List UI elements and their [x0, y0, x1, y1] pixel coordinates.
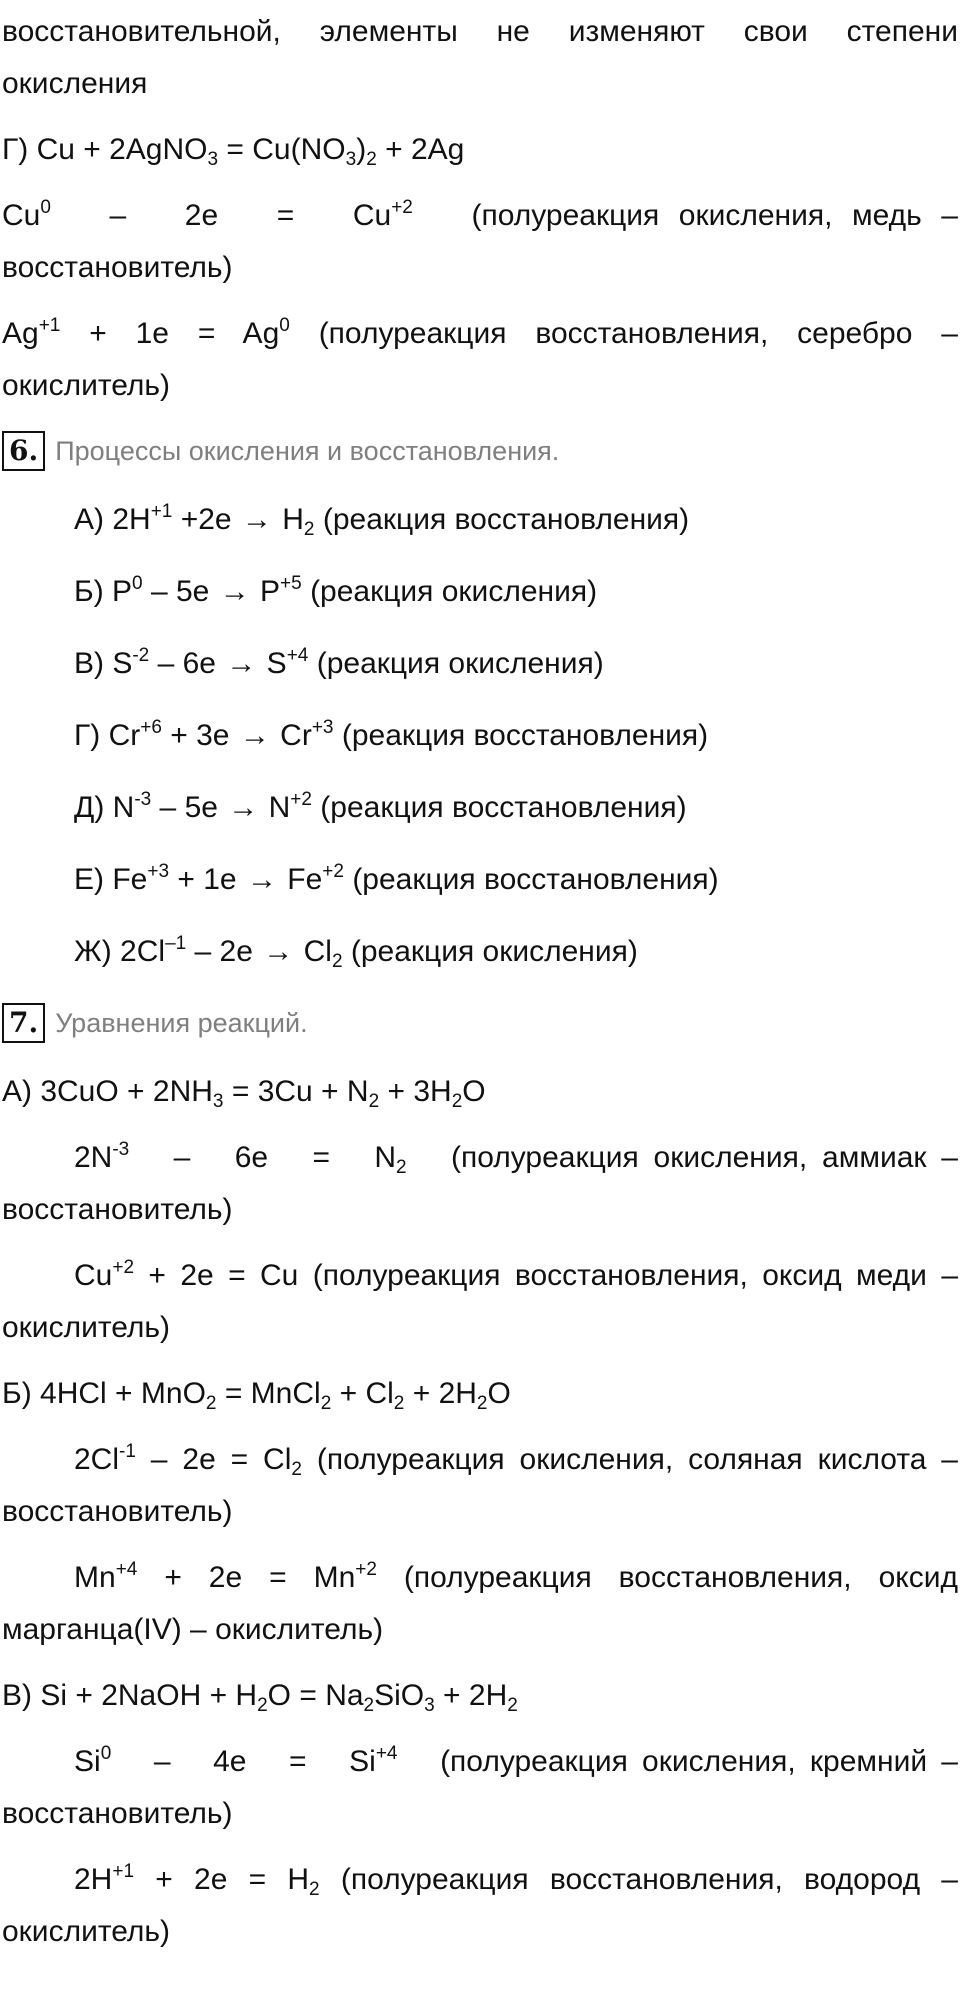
- intro-text: восстановительной, элементы не изменяют свои степени окисления: [2, 15, 958, 100]
- reaction-a-half-oxidation: $2N^{-3} - 6e = N_2$ (полуреакция окисления, аммиак – восстановитель): [2, 1139, 958, 1226]
- reaction-v-half-oxidation: $Si^0 - 4e = Si^{+4}$ (полуреакция окисления, кремний – восстановитель): [2, 1743, 958, 1830]
- list-item: Д) $N^{-3} - 5e \to N^{+2}$ (реакция восстановления): [74, 789, 687, 824]
- section-7-heading: [2, 998, 958, 1048]
- list-item: А) $2H^{+1} +2e \to H_2$ (реакция восстановления): [74, 501, 690, 540]
- section-6-number: 6.: [2, 431, 45, 471]
- section-7-number: 7.: [2, 1003, 45, 1043]
- reaction-b-half-oxidation: $2Cl^{-1} - 2e = Cl_2$ (полуреакция окисления, соляная кислота – восстановитель): [2, 1441, 958, 1528]
- section-7-title: Уравнения реакций.: [55, 1007, 308, 1038]
- list-item: Г) $Cr^{+6} + 3e \to Cr^{+3}$ (реакция восстановления): [74, 717, 709, 752]
- reaction-b-equation: Б) 4HCl + MnO$_2$ = MnCl$_2$ + $Cl_2 + 2H_2O$: [2, 1377, 511, 1414]
- reaction-g-equation: Г) Cu + 2AgNO$_3$ = $Cu(NO_3)_2 + 2Ag$: [2, 133, 465, 170]
- list-item: Е) $Fe^{+3} + 1e \to Fe^{+2}$ (реакция восстановления): [74, 861, 719, 896]
- list-item: Б) $P^0 - 5e \to P^{+5}$ (реакция окисления): [74, 573, 598, 608]
- reaction-a-half-reduction: $Cu^{+2} + 2e = Cu$ (полуреакция восстановления, оксид меди – окислитель): [2, 1257, 958, 1344]
- intro-paragraph: [2, 6, 958, 110]
- reaction-g-half-reduction: $Ag^{+1} + 1e = Ag^0$ (полуреакция восстановления, серебро – окислитель): [2, 315, 958, 402]
- reaction-b-half-reduction: $Mn^{+4} + 2e = Mn^{+2}$ (полуреакция восстановления, оксид марганца(IV) – окислитель): [2, 1559, 958, 1646]
- section-6-heading: [2, 426, 958, 476]
- list-item: В) $S^{-2} - 6e \to S^{+4}$ (реакция окисления): [74, 645, 604, 680]
- reaction-v-equation: В) Si + 2NaOH + $H_2O = Na_2SiO_3 + 2H_2$: [2, 1679, 518, 1716]
- reaction-a-equation: А) $3CuO + 2NH_3 = 3Cu + N_2 + 3H_2O$: [2, 1075, 486, 1112]
- list-item: Ж) $2Cl^{-1} - 2e \to Cl_2$ (реакция окисления): [74, 933, 638, 972]
- reaction-g-half-oxidation: $Cu^0 - 2e = Cu^{+2}$ (полуреакция окисления, медь – восстановитель): [2, 197, 958, 284]
- section-6-title: Процессы окисления и восстановления.: [55, 435, 560, 466]
- reaction-v-half-reduction: $2H^{+1} + 2e = H_2$ (полуреакция восстановления, водород – окислитель): [2, 1861, 958, 1948]
